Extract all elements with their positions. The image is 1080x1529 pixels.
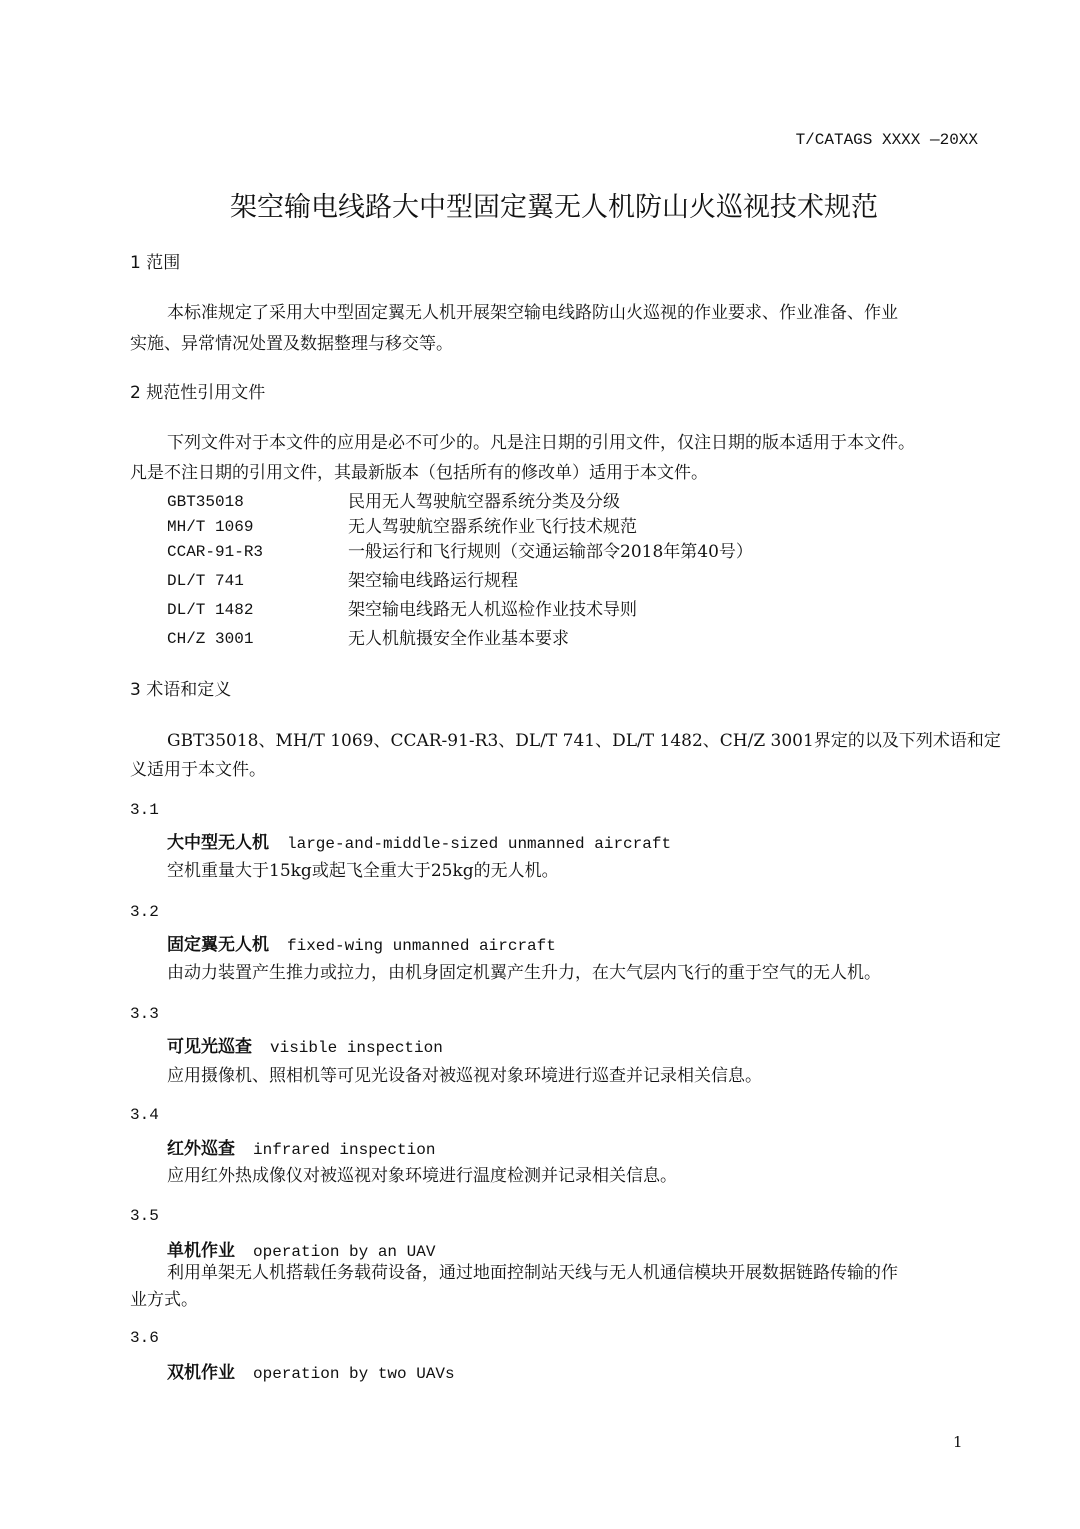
term-en: infrared inspection	[253, 1141, 436, 1159]
section-heading: 3 术语和定义	[130, 680, 232, 700]
term-en: large-and-middle-sized unmanned aircraft	[287, 835, 672, 853]
reference-name: 无人机航摄安全作业基本要求	[348, 629, 569, 649]
reference-code: DL/T 741	[167, 572, 244, 590]
reference-code: CH/Z 3001	[167, 630, 254, 648]
paragraph-line: 下列文件对于本文件的应用是必不可少的。凡是注日期的引用文件，仅注日期的版本适用于本文件。	[167, 433, 915, 453]
term-title	[167, 1036, 443, 1059]
section-heading: 2 规范性引用文件	[130, 383, 266, 403]
term-definition: 空机重量大于15kg或起飞全重大于25kg的无人机。	[167, 861, 559, 881]
document-title: 架空输电线路大中型固定翼无人机防山火巡视技术规范	[230, 192, 878, 223]
reference-code: CCAR-91-R3	[167, 543, 264, 561]
reference-name: 一般运行和飞行规则（交通运输部令2018年第40号）	[348, 542, 753, 562]
term-title	[167, 832, 671, 855]
term-en: operation by two UAVs	[253, 1365, 455, 1383]
term-number: 3.4	[130, 1106, 159, 1124]
term-number: 3.1	[130, 801, 159, 819]
term-title	[167, 1362, 455, 1385]
term-zh: 固定翼无人机	[167, 935, 269, 955]
term-en: visible inspection	[270, 1039, 443, 1057]
paragraph-line: 凡是不注日期的引用文件，其最新版本（包括所有的修改单）适用于本文件。	[130, 463, 708, 483]
term-definition: 应用摄像机、照相机等可见光设备对被巡视对象环境进行巡查并记录相关信息。	[167, 1066, 762, 1086]
term-number: 3.6	[130, 1329, 159, 1347]
term-zh: 可见光巡查	[167, 1037, 252, 1057]
term-en: fixed-wing unmanned aircraft	[287, 937, 556, 955]
term-en: operation by an UAV	[253, 1243, 436, 1261]
reference-code: MH/T 1069	[167, 518, 254, 536]
paragraph-line: GBT35018、MH/T 1069、CCAR-91-R3、DL/T 741、DL/T 1482、CH/Z 3001界定的以及下列术语和定	[167, 731, 1001, 751]
reference-name: 无人驾驶航空器系统作业飞行技术规范	[348, 517, 637, 537]
paragraph-line: 义适用于本文件。	[130, 760, 266, 780]
term-title	[167, 934, 556, 957]
reference-name: 架空输电线路运行规程	[348, 571, 518, 591]
term-zh: 大中型无人机	[167, 833, 269, 853]
reference-name: 民用无人驾驶航空器系统分类及分级	[348, 492, 620, 512]
document-code: T/CATAGS XXXX —20XX	[795, 131, 978, 149]
paragraph-line: 本标准规定了采用大中型固定翼无人机开展架空输电线路防山火巡视的作业要求、作业准备、作业	[167, 303, 898, 323]
term-title	[167, 1138, 435, 1161]
section-heading: 1 范围	[130, 253, 181, 273]
reference-code: GBT35018	[167, 493, 244, 511]
page-number: 1	[953, 1433, 963, 1451]
term-number: 3.2	[130, 903, 159, 921]
term-number: 3.3	[130, 1005, 159, 1023]
term-definition: 业方式。	[130, 1290, 198, 1310]
reference-code: DL/T 1482	[167, 601, 254, 619]
term-title	[167, 1240, 435, 1263]
term-zh: 单机作业	[167, 1241, 235, 1261]
reference-name: 架空输电线路无人机巡检作业技术导则	[348, 600, 637, 620]
term-number: 3.5	[130, 1207, 159, 1225]
term-zh: 双机作业	[167, 1363, 235, 1383]
paragraph-line: 实施、异常情况处置及数据整理与移交等。	[130, 334, 453, 354]
term-definition: 利用单架无人机搭载任务载荷设备，通过地面控制站天线与无人机通信模块开展数据链路传输的作	[167, 1263, 898, 1283]
term-definition: 应用红外热成像仪对被巡视对象环境进行温度检测并记录相关信息。	[167, 1166, 677, 1186]
term-definition: 由动力装置产生推力或拉力，由机身固定机翼产生升力，在大气层内飞行的重于空气的无人机。	[167, 963, 881, 983]
term-zh: 红外巡查	[167, 1139, 235, 1159]
